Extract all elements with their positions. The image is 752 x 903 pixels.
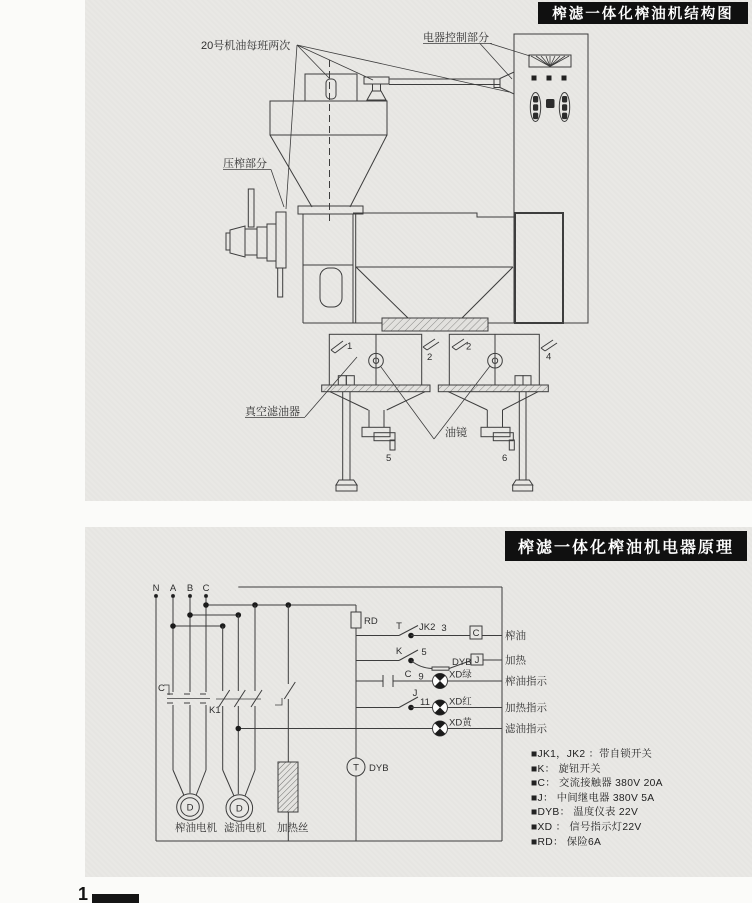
flange-right	[438, 385, 548, 392]
label-t: T	[396, 621, 402, 632]
fuse-column	[347, 605, 365, 841]
legend-item: ■XD ： 信号指示灯22V	[531, 821, 642, 833]
flange-left	[322, 385, 430, 392]
part-number-2: 2	[427, 352, 433, 363]
lamp-green	[433, 674, 448, 689]
panel-button-center	[546, 99, 555, 108]
label-k: K	[395, 646, 403, 657]
press-motor-d: D	[186, 802, 194, 814]
legend-item: ■C： 交流接触器 380V 20A	[531, 778, 663, 790]
label-filter-motor: 滤油电机	[224, 822, 266, 834]
press-plate	[276, 212, 286, 268]
dyb-contact	[432, 667, 449, 670]
indicator-square-3	[562, 76, 567, 81]
part-number-1: 1	[347, 341, 353, 352]
fuse-rd	[351, 612, 361, 628]
lamp-yellow	[433, 721, 448, 736]
legend-item: ■JK1，JK2 ：带自锁开关	[531, 749, 653, 760]
page-number: 1	[78, 884, 89, 903]
phase-b: B	[186, 583, 194, 594]
coil-c: C	[472, 628, 480, 639]
structure-title: 榨滤一体化榨油机结构图	[552, 6, 734, 23]
label-aux-c: C	[404, 669, 412, 680]
component-legend	[531, 748, 746, 850]
label-xd-red: XD红	[449, 696, 472, 708]
spout-2	[423, 339, 439, 350]
press-rod-bottom	[278, 268, 283, 297]
label-xd-green: XD绿	[449, 669, 472, 681]
press-slot	[320, 268, 342, 307]
spout-4	[541, 340, 557, 351]
oil-tray	[382, 318, 488, 331]
output-press-ind: 榨油指示	[505, 675, 547, 688]
phase-n: N	[152, 583, 160, 594]
legend-item: ■K： 旋钮开关	[531, 763, 601, 775]
indicator-square-1	[532, 76, 537, 81]
foot-right	[513, 485, 533, 491]
output-heat-ind: 加热指示	[505, 702, 547, 714]
label-3: 3	[441, 623, 447, 634]
part-number-6: 6	[502, 453, 508, 464]
structure-diagram	[85, 0, 752, 501]
part-number-3: 2	[466, 341, 472, 353]
electric-diagram-panel	[85, 527, 752, 877]
structure-diagram-panel	[85, 0, 752, 501]
label-jk2: JK2	[419, 622, 436, 633]
oil-filler-slot	[326, 79, 336, 99]
coil-j: J	[474, 655, 480, 666]
bus-bars	[170, 602, 356, 629]
meter-t: T	[353, 762, 359, 774]
label-pressing: 压榨部分	[223, 158, 267, 170]
label-rd: RD	[364, 616, 378, 627]
label-oil-note: 20号机油每班两次	[201, 40, 291, 52]
oil-tap-6	[481, 427, 510, 436]
label-11: 11	[420, 697, 430, 708]
label-contactor-c: C	[158, 683, 165, 694]
spout-1	[331, 341, 347, 353]
heating-element	[278, 762, 298, 812]
lamp-red	[433, 700, 448, 715]
filter-motor-d: D	[235, 803, 243, 815]
press-nozzle	[230, 226, 245, 257]
gearbox	[305, 74, 357, 101]
label-j-contact: J	[412, 688, 418, 699]
schematic-frame	[156, 587, 502, 841]
switch-k1-contacts	[216, 605, 262, 796]
output-press: 榨油	[505, 630, 526, 642]
press-rod-top	[248, 189, 254, 227]
control-cabinet	[494, 34, 588, 323]
label-heating-wire: 加热丝	[277, 822, 309, 834]
label-oil-sight: 油镜	[445, 427, 467, 439]
part-number-5: 5	[386, 453, 392, 464]
pressing-section	[226, 189, 363, 323]
heater-branch	[275, 605, 298, 841]
feeder-arm	[389, 79, 500, 85]
indicator-square-2	[547, 76, 552, 81]
signal-lamps	[433, 674, 448, 737]
footer-black-box	[92, 894, 139, 903]
label-vacuum-filter: 真空滤油器	[245, 406, 300, 418]
meter-dyb: DYB	[369, 763, 389, 774]
part-number-4: 4	[546, 351, 552, 363]
legend-item: ■J： 中间继电器 380V 5A	[531, 792, 655, 804]
machine-body	[303, 213, 588, 331]
label-dyb: DYB	[452, 657, 472, 668]
oil-tap-5	[362, 427, 390, 436]
label-k1: K1	[209, 705, 221, 716]
foot-left	[336, 485, 357, 491]
legend-item: ■DYB： 温度仪表 22V	[531, 807, 639, 819]
contactor-c-contacts	[164, 685, 210, 796]
label-5: 5	[421, 647, 427, 658]
filter-tank-right	[449, 334, 539, 385]
row-heat	[356, 650, 502, 670]
label-9: 9	[418, 671, 424, 683]
phase-c: C	[202, 583, 210, 594]
output-filter-ind: 滤油指示	[505, 723, 547, 735]
vacuum-filter-tanks	[322, 334, 557, 491]
label-electric-control: 电器控制部分	[423, 32, 489, 44]
label-press-motor: 榨油电机	[175, 822, 217, 834]
phase-a: A	[169, 583, 177, 594]
legend-item: ■RD： 保险6A	[531, 836, 602, 848]
row-press-indicator	[356, 675, 502, 687]
electric-title: 榨滤一体化榨油机电器原理	[517, 539, 735, 557]
label-xd-yellow: XD黄	[449, 717, 472, 729]
output-heat: 加热	[505, 654, 526, 667]
oil-cup	[364, 77, 389, 100]
